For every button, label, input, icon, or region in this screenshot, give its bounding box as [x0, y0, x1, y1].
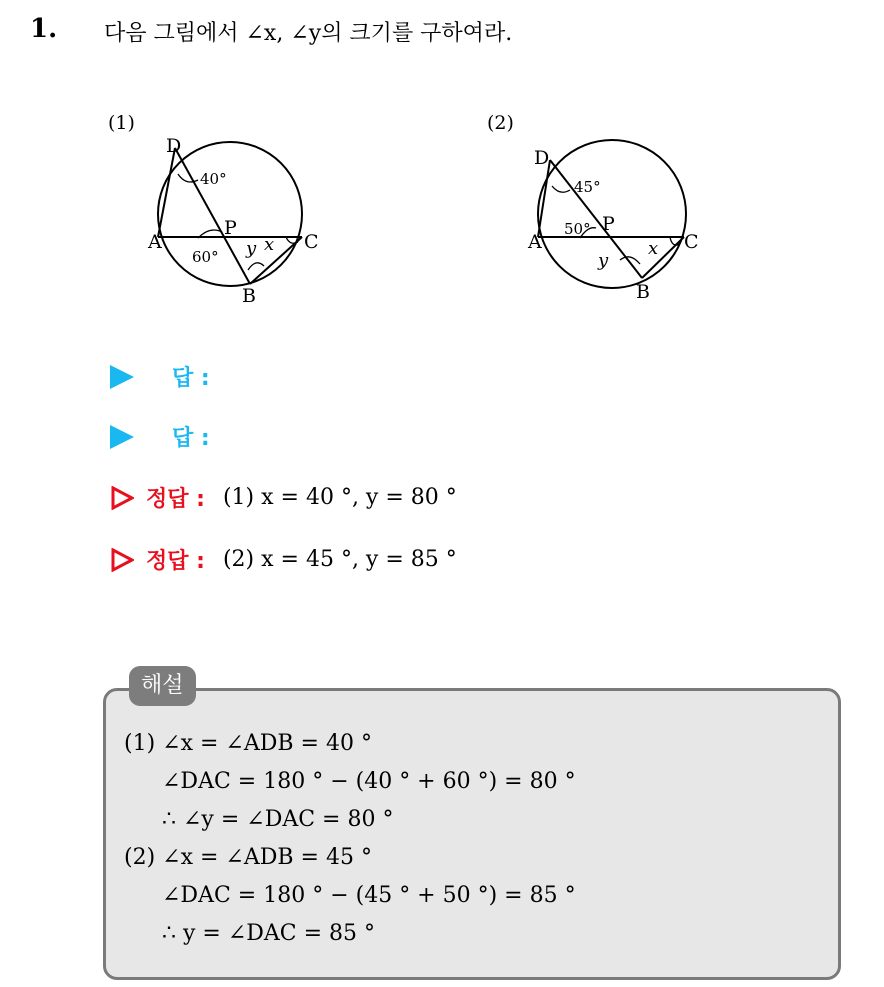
angle-45: 45° — [574, 178, 601, 196]
point-A: A — [148, 231, 162, 253]
figure-2-label: (2) — [487, 112, 514, 134]
play-triangle-icon — [110, 365, 134, 389]
solution-line-5: ∠DAC = 180 ° − (45 ° + 50 °) = 85 ° — [162, 883, 576, 908]
point-B: B — [636, 281, 650, 303]
figure-1-diagram — [140, 130, 330, 310]
play-triangle-icon — [110, 425, 134, 449]
outline-triangle-icon — [110, 486, 134, 510]
point-D: D — [534, 147, 550, 169]
angle-x: x — [648, 238, 659, 259]
solution-line-2: ∠DAC = 180 ° − (40 ° + 60 °) = 80 ° — [162, 769, 576, 794]
point-B: B — [242, 285, 256, 307]
solution-tag: 해설 — [129, 666, 196, 706]
point-P: P — [224, 217, 237, 239]
point-D: D — [166, 135, 182, 157]
angle-60: 60° — [192, 248, 219, 266]
point-P: P — [602, 213, 615, 235]
point-A: A — [528, 231, 542, 253]
correct-answer-label: 정답 : — [146, 549, 205, 574]
solution-line-3: ∴ ∠y = ∠DAC = 80 ° — [162, 807, 394, 832]
figure-2-diagram — [520, 130, 710, 310]
question-text: 다음 그림에서 ∠x, ∠y의 크기를 구하여라. — [104, 21, 513, 46]
question-number: 1. — [30, 14, 58, 44]
solution-line-4: (2) ∠x = ∠ADB = 45 ° — [124, 845, 372, 870]
correct-answer-row-1 — [110, 482, 457, 513]
angle-y: y — [598, 250, 609, 271]
answer-label: 답 : — [172, 426, 210, 451]
answer-row-1 — [110, 361, 210, 392]
figure-1-label: (1) — [108, 112, 135, 134]
answer-row-2 — [110, 421, 210, 452]
solution-box — [103, 688, 841, 980]
point-C: C — [304, 231, 319, 253]
correct-answer-text: (2) x = 45 °, y = 85 ° — [222, 547, 457, 572]
point-C: C — [684, 231, 699, 253]
solution-line-6: ∴ y = ∠DAC = 85 ° — [162, 921, 376, 946]
correct-answer-row-2 — [110, 544, 457, 575]
angle-y: y — [246, 238, 257, 259]
correct-answer-text: (1) x = 40 °, y = 80 ° — [222, 485, 457, 510]
angle-x: x — [264, 234, 275, 255]
answer-label: 답 : — [172, 366, 210, 391]
solution-line-1: (1) ∠x = ∠ADB = 40 ° — [124, 731, 372, 756]
angle-40: 40° — [200, 170, 227, 188]
correct-answer-label: 정답 : — [146, 487, 205, 512]
outline-triangle-icon — [110, 548, 134, 572]
angle-50: 50° — [564, 220, 591, 238]
